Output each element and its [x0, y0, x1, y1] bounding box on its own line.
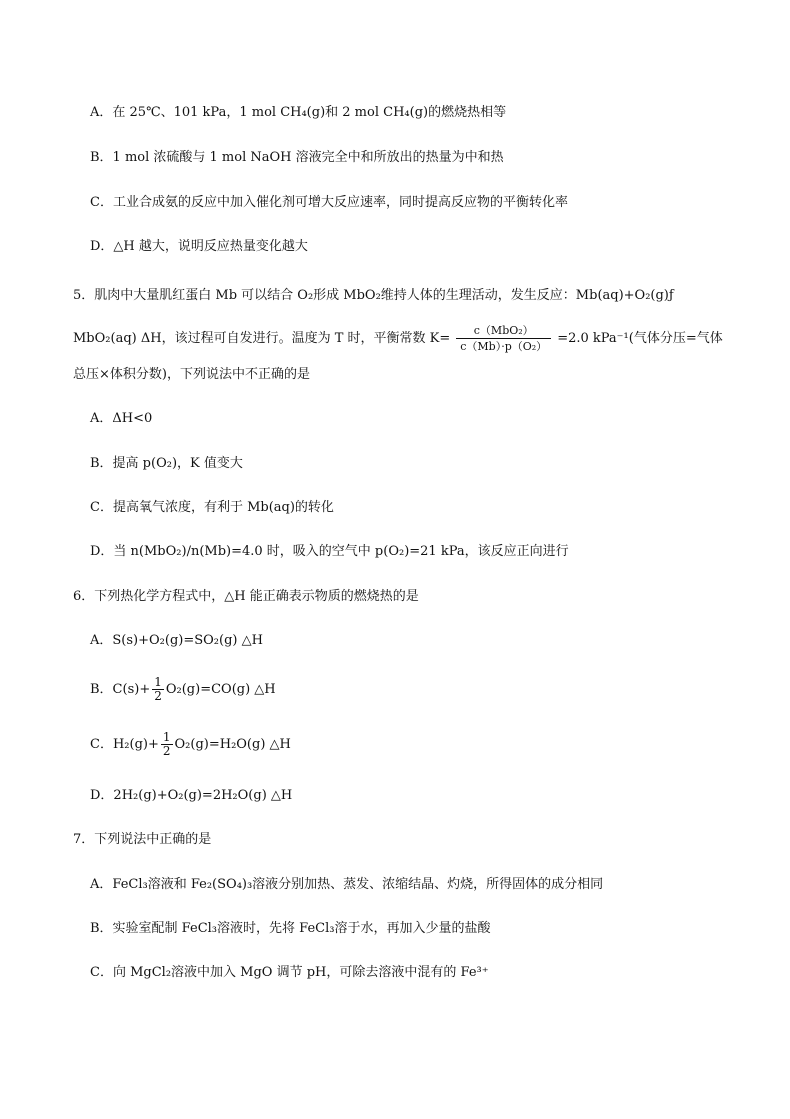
fraction-denominator: 2: [154, 689, 162, 703]
q5-option-b: B．提高 p(O₂)，K 值变大: [90, 456, 243, 471]
q6-option-b-suffix: O₂(g)=CO(g) △H: [165, 682, 276, 697]
equilibrium-constant-fraction: [456, 323, 551, 354]
q4-option-b: B．1 mol 浓硫酸与 1 mol NaOH 溶液完全中和所放出的热量为中和热: [90, 150, 504, 165]
half-fraction: [152, 676, 164, 703]
q6-option-c: [90, 731, 291, 759]
q5-stem-text-b: =2.0 kPa⁻¹(气体分压=气体: [557, 331, 723, 346]
q6-option-c-prefix: C．H₂(g)+: [90, 737, 159, 752]
q5-stem-line-3: 总压×体积分数)，下列说法中不正确的是: [73, 367, 310, 382]
q6-option-a: A．S(s)+O₂(g)=SO₂(g) △H: [90, 633, 263, 648]
q6-option-b-prefix: B．C(s)+: [90, 682, 151, 697]
q5-stem-line-1: 5．肌肉中大量肌红蛋白 Mb 可以结合 O₂形成 MbO₂维持人体的生理活动，发生反应：Mb(aq)+O₂(g)ƒ: [73, 288, 674, 303]
q6-stem: 6．下列热化学方程式中，△H 能正确表示物质的燃烧热的是: [73, 589, 419, 604]
fraction-denominator: 2: [162, 744, 171, 758]
q6-option-c-suffix: O₂(g)=H₂O(g) △H: [174, 737, 291, 752]
q7-option-c: C．向 MgCl₂溶液中加入 MgO 调节 pH，可除去溶液中混有的 Fe³⁺: [90, 965, 489, 980]
q5-stem-text-a: MbO₂(aq) ΔH，该过程可自发进行。温度为 T 时，平衡常数 K=: [73, 331, 451, 346]
k-numerator: c（MbO₂）: [456, 323, 551, 339]
q5-option-a: A．ΔH<0: [90, 411, 153, 426]
q7-option-b: B．实验室配制 FeCl₃溶液时，先将 FeCl₃溶于水，再加入少量的盐酸: [90, 921, 491, 936]
q4-option-d: D．△H 越大，说明反应热量变化越大: [90, 239, 308, 254]
q6-option-b: [90, 676, 276, 704]
half-fraction: [161, 731, 173, 758]
fraction-numerator: 1: [162, 730, 171, 744]
fraction-numerator: 1: [154, 675, 162, 689]
q4-option-c: C．工业合成氨的反应中加入催化剂可增大反应速率，同时提高反应物的平衡转化率: [90, 195, 568, 210]
q5-option-c: C．提高氧气浓度，有利于 Mb(aq)的转化: [90, 500, 334, 515]
q5-stem-line-2: [73, 322, 723, 356]
k-denominator: c（Mb）·p（O₂）: [460, 340, 548, 353]
q4-option-a: A．在 25℃、101 kPa，1 mol CH₄(g)和 2 mol CH₄(g)的燃烧热相等: [90, 105, 507, 120]
q7-option-a: A．FeCl₃溶液和 Fe₂(SO₄)₃溶液分别加热、蒸发、浓缩结晶、灼烧，所得固体的成分相同: [90, 877, 604, 892]
q6-option-d: D．2H₂(g)+O₂(g)=2H₂O(g) △H: [90, 788, 293, 803]
q5-option-d: D．当 n(MbO₂)/n(Mb)=4.0 时，吸入的空气中 p(O₂)=21 kPa，该反应正向进行: [90, 544, 569, 559]
q7-stem: 7．下列说法中正确的是: [73, 832, 212, 847]
